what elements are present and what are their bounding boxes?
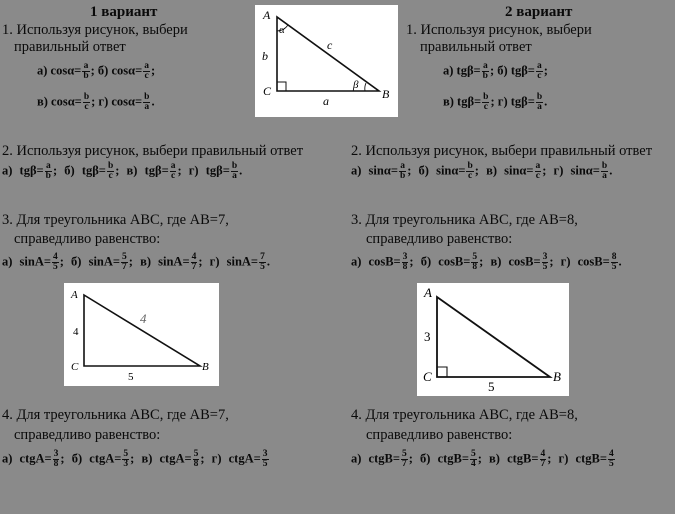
- v1-vertex-a: A: [71, 289, 78, 301]
- v2-q1-answers-row1: а) tgβ= $\frac{a}{b}$ ; б) tgβ= $\frac{a}{c}$ ;: [443, 61, 548, 81]
- v2-triangle-figure: [417, 283, 569, 396]
- v2-q2-answers: а) sinα= $\frac{a}{b}$ ; б) sinα= $\frac{b}{c}$ ; в) sinα= $\frac{a}{c}$ ; г) sinα= $\frac{b}{a}$ .: [351, 161, 613, 181]
- v1-q1-text2: правильный ответ: [14, 39, 126, 55]
- v2-q3-text2: справедливо равенство:: [366, 231, 513, 247]
- v1-q1-answers-row2: в) cosα= $\frac{b}{c}$ ; г) cosα= $\frac{b}{a}$ .: [37, 92, 155, 112]
- v2-q4-text2: справедливо равенство:: [366, 427, 513, 443]
- main-side-a: a: [323, 94, 329, 108]
- v1-q3-text: 3. Для треугольника ABC, где AB=7,: [2, 212, 229, 228]
- main-vertex-a: A: [263, 8, 271, 22]
- v1-q1-answers-row1: а) cosα= $\frac{a}{b}$ ; б) cosα= $\frac{a}{c}$ ;: [37, 61, 156, 81]
- v1-vertex-b: B: [202, 361, 209, 373]
- v2-q4-answers: а) ctgB= $\frac{5}{7}$ ; б) ctgB= $\frac{5}{4}$ ; в) ctgB= $\frac{4}{7}$ ; г) ctgB= $\frac{4}{5}$: [351, 449, 614, 469]
- v2-q1-text: 1. Используя рисунок, выбери: [406, 22, 592, 38]
- v1-handwritten-mark: 4: [140, 311, 147, 326]
- v2-vertex-c: C: [423, 369, 432, 384]
- variant1-title: 1 вариант: [90, 4, 158, 20]
- main-angle-alpha: α: [279, 24, 285, 36]
- v2-side-bottom: 5: [488, 379, 495, 394]
- v2-q1-answers-row2: в) tgβ= $\frac{b}{c}$ ; г) tgβ= $\frac{b}{a}$ .: [443, 92, 548, 112]
- v2-q2-text: 2. Используя рисунок, выбери правильный ответ: [351, 143, 653, 159]
- v2-q3-answers: а) cosB= $\frac{3}{8}$ ; б) cosB= $\frac{5}{8}$ ; в) cosB= $\frac{3}{5}$ ; г) cosB= $\frac{8}{5}$ .: [351, 252, 622, 272]
- v1-q2-answers: а) tgβ= $\frac{a}{b}$ ; б) tgβ= $\frac{b}{c}$ ; в) tgβ= $\frac{a}{c}$ ; г) tgβ= $\frac{b}{a}$ .: [2, 161, 243, 181]
- v2-vertex-b: B: [553, 369, 561, 384]
- main-angle-beta: β: [353, 79, 359, 91]
- v1-q1-text: 1. Используя рисунок, выбери: [2, 22, 188, 38]
- v1-q2-text: 2. Используя рисунок, выбери правильный ответ: [2, 143, 304, 159]
- v2-q4-text: 4. Для треугольника ABC, где AB=8,: [351, 407, 578, 423]
- v1-side-left: 4: [73, 326, 79, 338]
- v1-q3-answers: а) sinA= $\frac{4}{5}$ ; б) sinA= $\frac{5}{7}$ ; в) sinA= $\frac{4}{7}$ ; г) sinA= $\frac{7}{5}$ .: [2, 252, 270, 272]
- main-side-b: b: [262, 49, 268, 63]
- v2-vertex-a: A: [424, 285, 432, 300]
- v1-triangle-figure: [64, 283, 219, 386]
- v1-q3-text2: справедливо равенство:: [14, 231, 161, 247]
- v2-q3-text: 3. Для треугольника ABC, где AB=8,: [351, 212, 578, 228]
- main-triangle-figure: [255, 5, 398, 117]
- variant2-title: 2 вариант: [505, 4, 573, 20]
- main-vertex-b: B: [382, 87, 390, 101]
- v1-side-bottom: 5: [128, 371, 134, 383]
- v1-q4-text: 4. Для треугольника ABC, где AB=7,: [2, 407, 229, 423]
- main-vertex-c: C: [263, 84, 272, 98]
- v2-q1-text2: правильный ответ: [420, 39, 532, 55]
- v2-side-left: 3: [424, 329, 431, 344]
- v1-vertex-c: C: [71, 361, 79, 373]
- main-side-c: c: [327, 38, 333, 52]
- v1-q4-answers: а) ctgA= $\frac{3}{8}$ ; б) ctgA= $\frac{5}{3}$ ; в) ctgA= $\frac{5}{8}$ ; г) ctgA= $\frac{3}{5}$: [2, 449, 268, 469]
- v1-q4-text2: справедливо равенство:: [14, 427, 161, 443]
